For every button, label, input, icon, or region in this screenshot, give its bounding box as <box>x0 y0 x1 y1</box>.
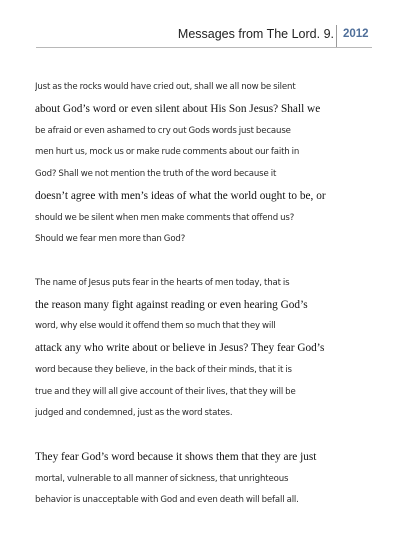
page-header <box>0 25 420 47</box>
text-line: God? Shall we not mention the truth of the word because it <box>35 169 277 179</box>
document-body <box>35 77 375 512</box>
text-line: word because they believe, in the back of their minds, that it is <box>35 364 292 375</box>
text-line: word, why else would it offend them so much that they will <box>35 321 276 332</box>
text-line: behavior is unacceptable with God and even death will befall all. <box>35 495 299 506</box>
text-line: the reason many fight against reading or even hearing God’s <box>35 298 308 311</box>
paragraph-gap <box>35 425 375 447</box>
text-line: doesn’t agree with men’s ideas of what the world ought to be, or <box>35 189 326 202</box>
text-line: should we be silent when men make comments that offend us? <box>35 212 295 223</box>
text-line: judged and condemned, just as the word states. <box>35 408 233 419</box>
header-title: Messages from The Lord. 9. <box>177 27 334 41</box>
text-line: about God’s word or even silent about His Son Jesus? Shall we <box>35 102 321 115</box>
header-rule <box>36 47 372 48</box>
header-divider <box>336 25 337 47</box>
text-line: Should we fear men more than God? <box>35 234 186 245</box>
text-line: They fear God’s word because it shows them that they are just <box>35 450 317 463</box>
text-line: men hurt us, mock us or make rude comments about our faith in <box>35 147 300 158</box>
header-year: 2012 <box>343 28 369 40</box>
text-line: Just as the rocks would have cried out, shall we all now be silent <box>35 82 296 92</box>
paragraph <box>35 77 375 251</box>
paragraph <box>35 273 375 425</box>
text-line: attack any who write about or believe in Jesus? They fear God’s <box>35 342 325 354</box>
paragraph-gap <box>35 251 375 273</box>
text-line: The name of Jesus puts fear in the hearts of men today, that is <box>35 277 290 288</box>
paragraph <box>35 447 375 512</box>
text-line: be afraid or even ashamed to cry out Gods words just because <box>35 125 291 136</box>
text-line: true and they will all give account of their lives, that they will be <box>35 386 296 397</box>
text-line: mortal, vulnerable to all manner of sickness, that unrighteous <box>35 473 289 484</box>
